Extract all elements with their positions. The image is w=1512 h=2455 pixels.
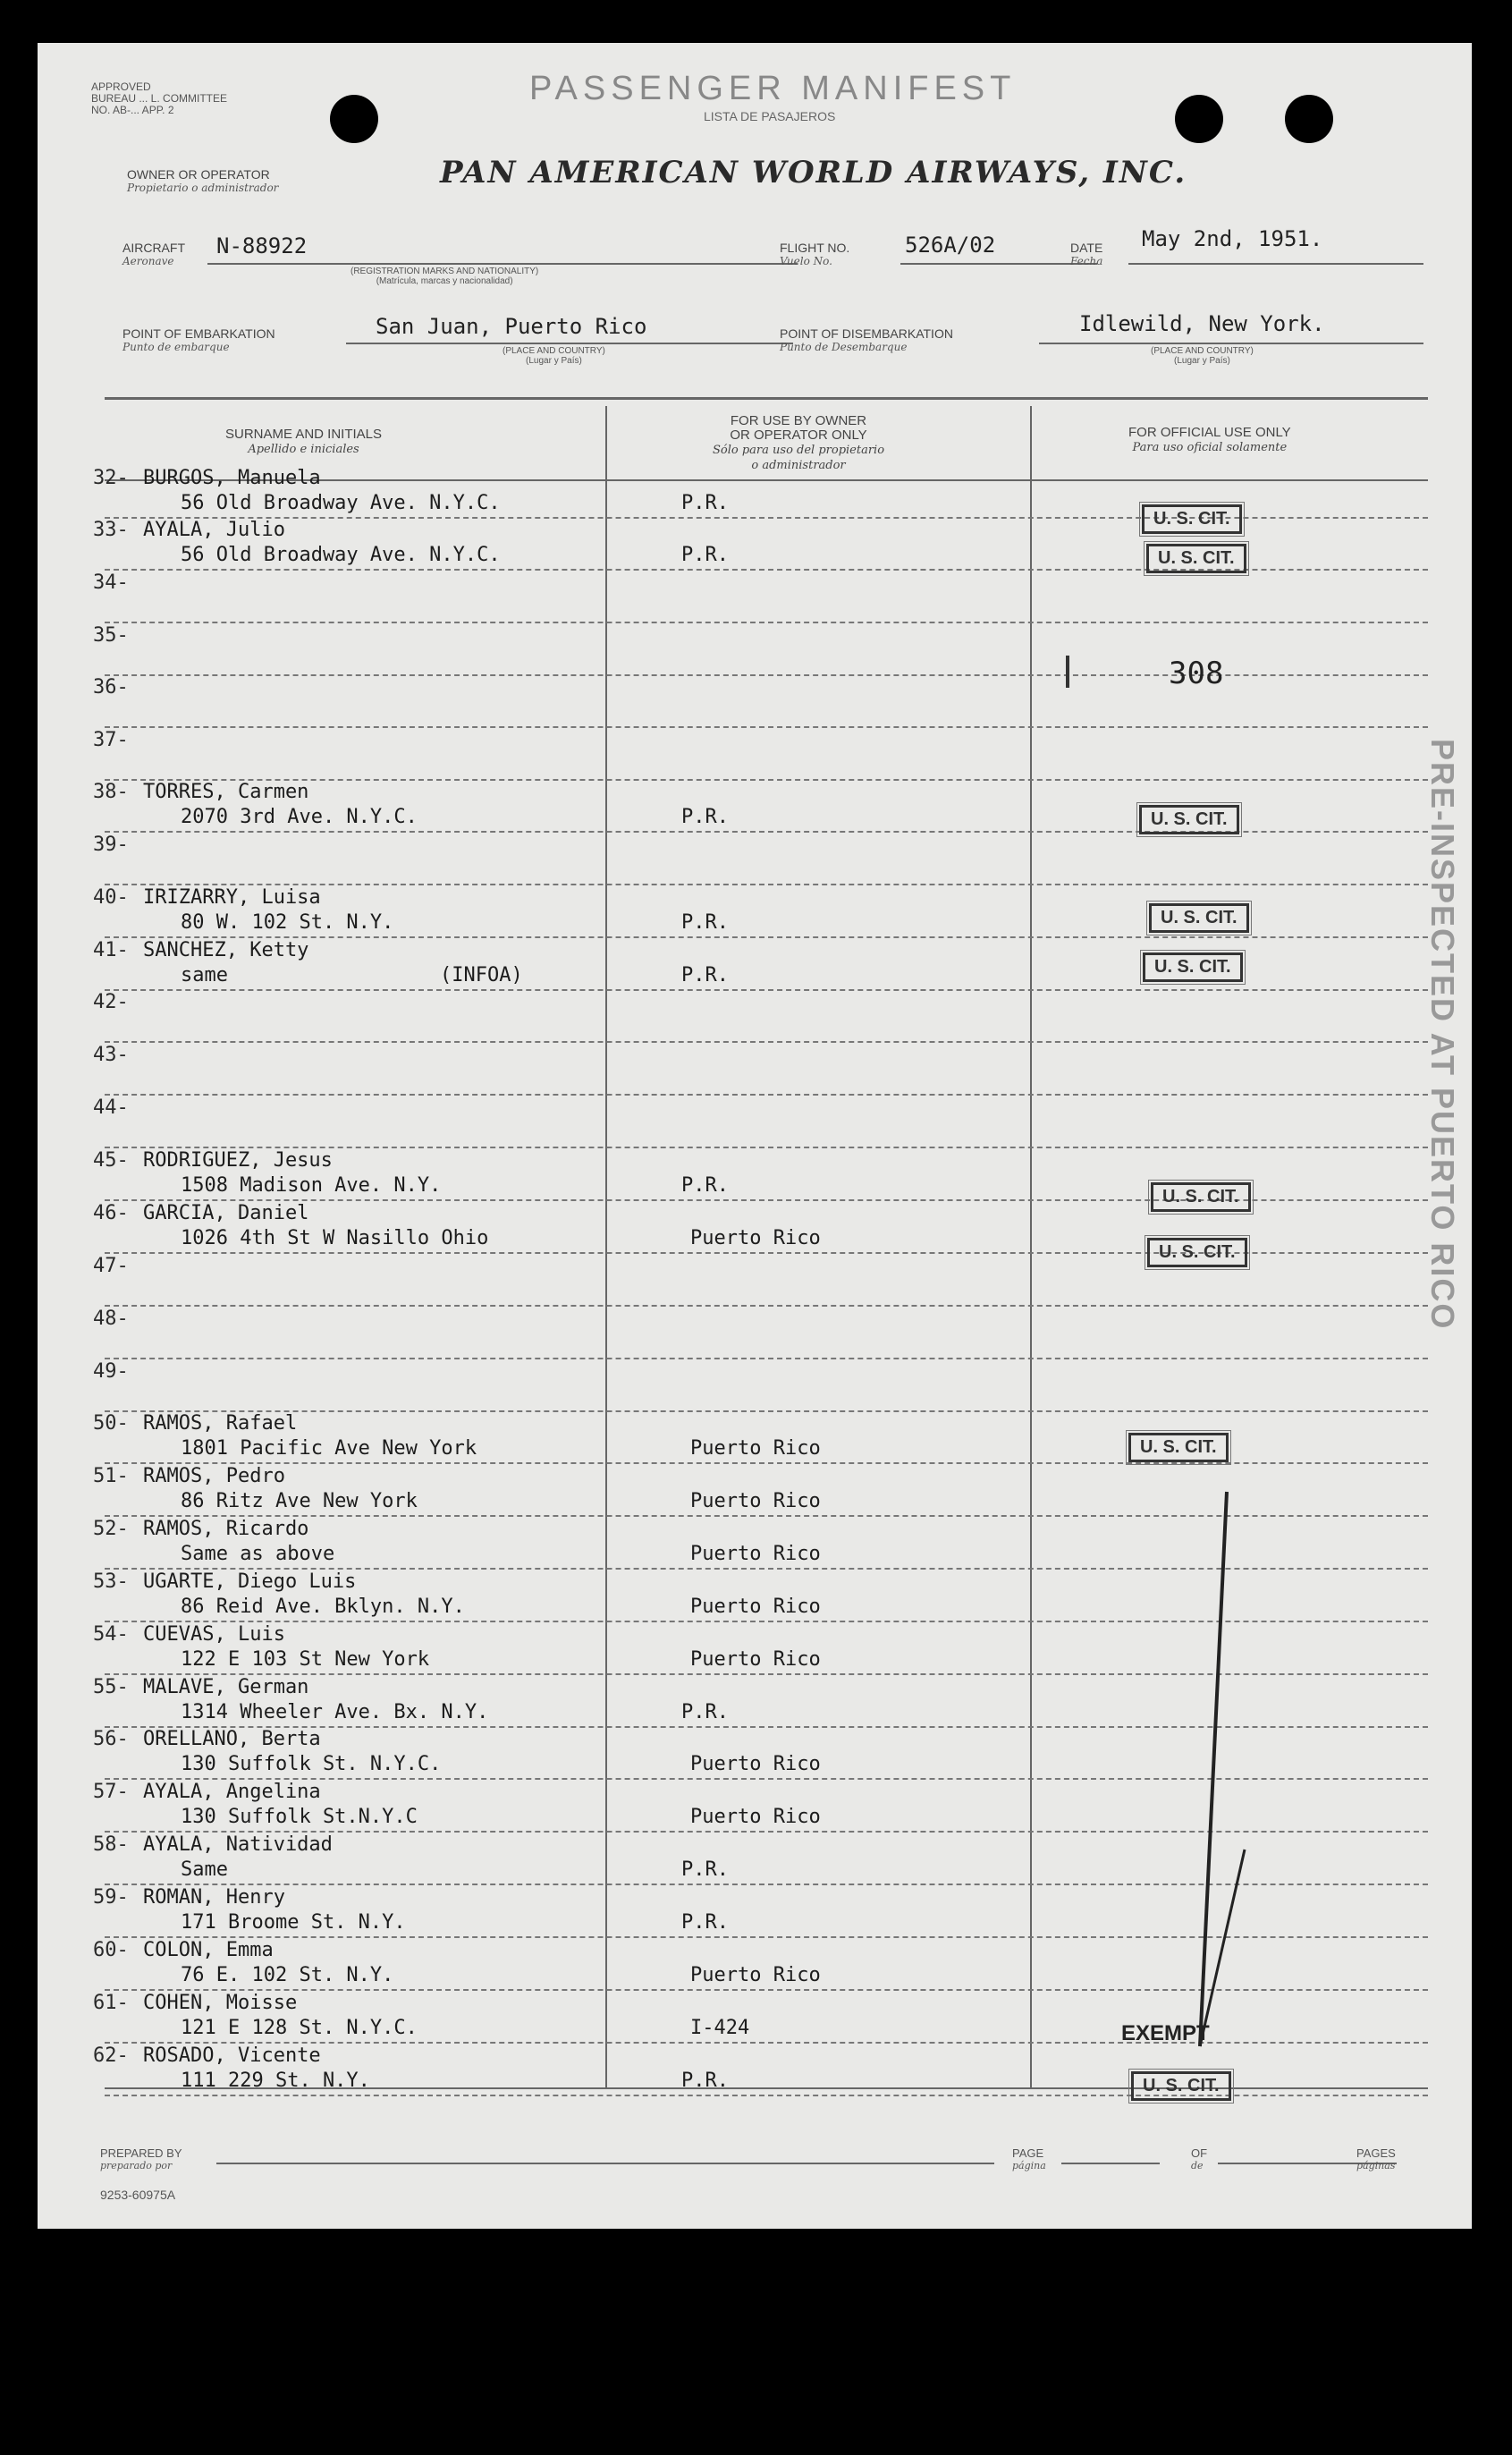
us-citizen-stamp: U. S. CIT. <box>1131 2071 1231 2101</box>
aircraft-underline <box>207 263 798 265</box>
owner-use-entry: P.R. <box>681 806 729 828</box>
row-divider <box>105 1094 1428 1096</box>
row-number: 38- <box>93 781 129 803</box>
row-number: 58- <box>93 1833 129 1856</box>
embarkation-sublabel <box>503 346 605 366</box>
passenger-address: Same <box>181 1858 228 1881</box>
owner-use-entry: Puerto Rico <box>690 1806 821 1828</box>
passenger-name: CUEVAS, Luis <box>143 1623 285 1646</box>
passenger-name: RODRIGUEZ, Jesus <box>143 1149 333 1172</box>
owner-use-entry: I-424 <box>690 2017 750 2039</box>
passenger-name: COHEN, Moisse <box>143 1992 298 2014</box>
owner-use-entry: P.R. <box>681 492 729 514</box>
row-number: 61- <box>93 1992 129 2014</box>
passenger-address: same <box>181 964 228 986</box>
page-line <box>1061 2163 1160 2164</box>
flight-underline <box>900 263 1097 265</box>
row-number: 41- <box>93 939 129 961</box>
approval-block <box>91 81 227 116</box>
row-number: 62- <box>93 2044 129 2067</box>
passenger-name: AYALA, Julio <box>143 519 285 541</box>
row-number: 43- <box>93 1044 129 1066</box>
passenger-name: BURGOS, Manuela <box>143 467 321 489</box>
of-label-es: de <box>1191 2160 1204 2171</box>
flight-label-en: FLIGHT NO. <box>780 241 850 255</box>
pages-label-es: páginas <box>1356 2160 1396 2171</box>
owner-use-entry: P.R. <box>681 2070 729 2092</box>
row-divider <box>105 674 1428 676</box>
owner-header-line: FOR USE BY OWNER <box>730 413 867 428</box>
passenger-name: AYALA, Angelina <box>143 1781 321 1803</box>
passenger-address: 171 Broome St. N.Y. <box>181 1911 406 1934</box>
passenger-address: 56 Old Broadway Ave. N.Y.C. <box>181 544 501 566</box>
passenger-address: Same as above <box>181 1543 335 1565</box>
page-label <box>1012 2147 1046 2171</box>
row-divider <box>105 1410 1428 1412</box>
owner-use-entry: P.R. <box>681 964 729 986</box>
date-value: May 2nd, 1951. <box>1142 226 1323 251</box>
owner-use-entry: P.R. <box>681 1911 729 1934</box>
approval-line: APPROVED <box>91 80 151 93</box>
passenger-name: IRIZARRY, Luisa <box>143 886 321 909</box>
owner-use-entry: Puerto Rico <box>690 1648 821 1671</box>
row-number: 39- <box>93 834 129 856</box>
us-citizen-stamp: U. S. CIT. <box>1149 903 1249 933</box>
date-label <box>1070 241 1102 267</box>
official-count-number: 308 <box>1169 656 1224 691</box>
us-citizen-stamp: U. S. CIT. <box>1146 544 1246 573</box>
surname-column-header <box>225 428 382 457</box>
passenger-name: RAMOS, Rafael <box>143 1412 298 1435</box>
row-divider <box>105 1358 1428 1359</box>
row-divider <box>105 989 1428 991</box>
flight-label <box>780 241 849 267</box>
passenger-address: 56 Old Broadway Ave. N.Y.C. <box>181 492 501 514</box>
passenger-address: 130 Suffolk St. N.Y.C. <box>181 1753 442 1775</box>
us-citizen-stamp: U. S. CIT. <box>1139 805 1239 834</box>
passenger-name: TORRES, Carmen <box>143 781 309 803</box>
disembarkation-label-es: Punto de Desembarque <box>780 341 908 353</box>
aircraft-value: N-88922 <box>216 233 308 258</box>
passenger-name: RAMOS, Pedro <box>143 1465 285 1487</box>
owner-use-entry: Puerto Rico <box>690 1437 821 1460</box>
owner-use-entry: P.R. <box>681 1174 729 1197</box>
owner-header-line: OR OPERATOR ONLY <box>730 428 867 443</box>
row-divider <box>105 884 1428 885</box>
owner-use-entry: P.R. <box>681 1701 729 1723</box>
aircraft-sublabel-en: (REGISTRATION MARKS AND NATIONALITY) <box>351 267 539 276</box>
row-divider <box>105 622 1428 623</box>
ditto-stroke <box>1146 1474 1254 2064</box>
aircraft-label-es: Aeronave <box>122 255 174 267</box>
row-number: 56- <box>93 1728 129 1750</box>
passenger-name: UGARTE, Diego Luis <box>143 1570 357 1593</box>
row-divider <box>105 936 1428 938</box>
owner-header-es: o administrador <box>751 459 846 472</box>
row-number: 60- <box>93 1939 129 1961</box>
row-number: 57- <box>93 1781 129 1803</box>
passenger-name: AYALA, Natividad <box>143 1833 333 1856</box>
owner-label <box>127 168 278 194</box>
passenger-address: 1801 Pacific Ave New York <box>181 1437 477 1460</box>
date-label-en: DATE <box>1070 241 1103 255</box>
passenger-name: ROSADO, Vicente <box>143 2044 321 2067</box>
passenger-address: 122 E 103 St New York <box>181 1648 430 1671</box>
embarkation-sublabel-en: (PLACE AND COUNTRY) <box>503 346 605 356</box>
owner-use-entry: Puerto Rico <box>690 1964 821 1986</box>
row-divider <box>105 726 1428 728</box>
row-number: 52- <box>93 1518 129 1540</box>
row-number: 33- <box>93 519 129 541</box>
row-divider <box>105 1041 1428 1043</box>
approval-line: BUREAU ... L. COMMITTEE <box>91 92 228 105</box>
row-number: 35- <box>93 624 129 647</box>
owner-use-entry: P.R. <box>681 544 729 566</box>
page-label-es: página <box>1012 2160 1046 2171</box>
document-title: PASSENGER MANIFEST <box>529 70 1017 107</box>
table-top-rule <box>105 397 1428 400</box>
passenger-address: 1026 4th St W Nasillo Ohio <box>181 1227 489 1249</box>
row-number: 51- <box>93 1465 129 1487</box>
prepared-by-line <box>216 2163 994 2164</box>
page-label-en: PAGE <box>1012 2146 1044 2160</box>
column-divider <box>1030 406 1032 2087</box>
prepared-by-es: preparado por <box>100 2160 173 2171</box>
row-divider <box>105 1462 1428 1464</box>
approval-line: NO. AB-... APP. 2 <box>91 104 174 116</box>
passenger-name: ORELLANO, Berta <box>143 1728 321 1750</box>
passenger-address: 76 E. 102 St. N.Y. <box>181 1964 394 1986</box>
prepared-by-en: PREPARED BY <box>100 2146 182 2160</box>
owner-use-entry: Puerto Rico <box>690 1543 821 1565</box>
surname-header-en: SURNAME AND INITIALS <box>225 427 383 442</box>
embarkation-label <box>122 327 275 353</box>
us-citizen-stamp: U. S. CIT. <box>1143 952 1243 982</box>
flight-value: 526A/02 <box>905 233 996 258</box>
embarkation-sublabel-es: (Lugar y País) <box>526 356 582 366</box>
date-label-es: Fecha <box>1070 255 1103 267</box>
manifest-page <box>38 43 1472 2229</box>
date-underline <box>1128 263 1423 265</box>
row-number: 44- <box>93 1096 129 1119</box>
disembarkation-underline <box>1039 343 1423 344</box>
embarkation-underline <box>346 343 793 344</box>
disembarkation-label-en: POINT OF DISEMBARKATION <box>780 326 953 341</box>
row-number: 40- <box>93 886 129 909</box>
us-citizen-stamp: U. S. CIT. <box>1128 1433 1229 1462</box>
passenger-name: SANCHEZ, Ketty <box>143 939 309 961</box>
row-number: 46- <box>93 1202 129 1224</box>
row-number: 36- <box>93 676 129 698</box>
flight-label-es: Vuelo No. <box>780 255 832 267</box>
embarkation-value: San Juan, Puerto Rico <box>376 314 647 339</box>
us-citizen-stamp: U. S. CIT. <box>1147 1238 1247 1267</box>
row-number: 54- <box>93 1623 129 1646</box>
punch-hole <box>1285 95 1333 143</box>
aircraft-sublabel <box>351 267 538 286</box>
passenger-address: 1508 Madison Ave. N.Y. <box>181 1174 442 1197</box>
passenger-address: 1314 Wheeler Ave. Bx. N.Y. <box>181 1701 489 1723</box>
surname-header-es: Apellido e iniciales <box>248 443 359 456</box>
document-subtitle: LISTA DE PASAJEROS <box>704 109 836 123</box>
owner-use-entry: Puerto Rico <box>690 1753 821 1775</box>
disembarkation-sublabel-en: (PLACE AND COUNTRY) <box>1151 346 1254 356</box>
owner-use-entry: P.R. <box>681 1858 729 1881</box>
row-number: 55- <box>93 1676 129 1698</box>
row-number: 32- <box>93 467 129 489</box>
passenger-address: 121 E 128 St. N.Y.C. <box>181 2017 418 2039</box>
official-header-es: Para uso oficial solamente <box>1132 441 1288 454</box>
owner-header-es: Sólo para uso del propietario <box>713 444 885 457</box>
passenger-address: 2070 3rd Ave. N.Y.C. <box>181 806 418 828</box>
disembarkation-sublabel <box>1151 346 1254 366</box>
row-number: 53- <box>93 1570 129 1593</box>
official-mark <box>1066 656 1069 688</box>
row-number: 45- <box>93 1149 129 1172</box>
operator-name: PAN AMERICAN WORLD AIRWAYS, INC. <box>440 155 1187 190</box>
passenger-name: GARCIA, Daniel <box>143 1202 309 1224</box>
passenger-note: (INFOA) <box>440 964 523 986</box>
punch-hole <box>1175 95 1223 143</box>
prepared-by-label <box>100 2147 182 2171</box>
passenger-address: 130 Suffolk St.N.Y.C <box>181 1806 418 1828</box>
owner-use-entry: P.R. <box>681 911 729 934</box>
owner-use-entry: Puerto Rico <box>690 1490 821 1512</box>
row-number: 47- <box>93 1255 129 1277</box>
row-number: 59- <box>93 1886 129 1909</box>
row-number: 50- <box>93 1412 129 1435</box>
owner-use-entry: Puerto Rico <box>690 1596 821 1618</box>
row-divider <box>105 1305 1428 1307</box>
owner-label-en: OWNER OR OPERATOR <box>127 167 270 182</box>
aircraft-sublabel-es: (Matrícula, marcas y nacionalidad) <box>376 276 513 286</box>
column-divider <box>605 406 607 2087</box>
pages-label <box>1356 2147 1396 2171</box>
embarkation-label-es: Punto de embarque <box>122 341 230 353</box>
owner-label-es: Propietario o administrador <box>127 182 279 194</box>
pages-label-en: PAGES <box>1356 2146 1396 2160</box>
passenger-name: COLON, Emma <box>143 1939 274 1961</box>
row-number: 49- <box>93 1360 129 1383</box>
us-citizen-stamp: U. S. CIT. <box>1142 504 1242 534</box>
aircraft-label-en: AIRCRAFT <box>122 241 185 255</box>
passenger-name: MALAVE, German <box>143 1676 309 1698</box>
punch-hole <box>330 95 378 143</box>
official-column-header <box>1128 426 1291 455</box>
aircraft-label <box>122 241 185 267</box>
row-number: 34- <box>93 571 129 594</box>
disembarkation-value: Idlewild, New York. <box>1079 311 1325 336</box>
passenger-address: 86 Ritz Ave New York <box>181 1490 418 1512</box>
disembarkation-sublabel-es: (Lugar y País) <box>1174 356 1230 366</box>
row-number: 48- <box>93 1308 129 1330</box>
passenger-address: 80 W. 102 St. N.Y. <box>181 911 394 934</box>
row-number: 42- <box>93 991 129 1013</box>
exempt-stamp: EXEMPT <box>1121 2021 1210 2045</box>
passenger-address: 111 229 St. N.Y. <box>181 2070 370 2092</box>
disembarkation-label <box>780 327 953 353</box>
owner-use-entry: Puerto Rico <box>690 1227 821 1249</box>
row-divider <box>105 1147 1428 1148</box>
embarkation-label-en: POINT OF EMBARKATION <box>122 326 275 341</box>
passenger-address: 86 Reid Ave. Bklyn. N.Y. <box>181 1596 465 1618</box>
passenger-name: RAMOS, Ricardo <box>143 1518 309 1540</box>
form-number: 9253-60975A <box>100 2188 176 2202</box>
passenger-name: ROMAN, Henry <box>143 1886 285 1909</box>
official-header-en: FOR OFFICIAL USE ONLY <box>1128 425 1291 440</box>
row-number: 37- <box>93 729 129 751</box>
owner-column-header <box>713 414 884 473</box>
of-label <box>1191 2147 1207 2171</box>
pre-inspected-stamp: PRE-INSPECTED AT PUERTO RICO <box>1424 739 1461 1331</box>
us-citizen-stamp: U. S. CIT. <box>1151 1182 1251 1212</box>
of-label-en: OF <box>1191 2146 1208 2160</box>
